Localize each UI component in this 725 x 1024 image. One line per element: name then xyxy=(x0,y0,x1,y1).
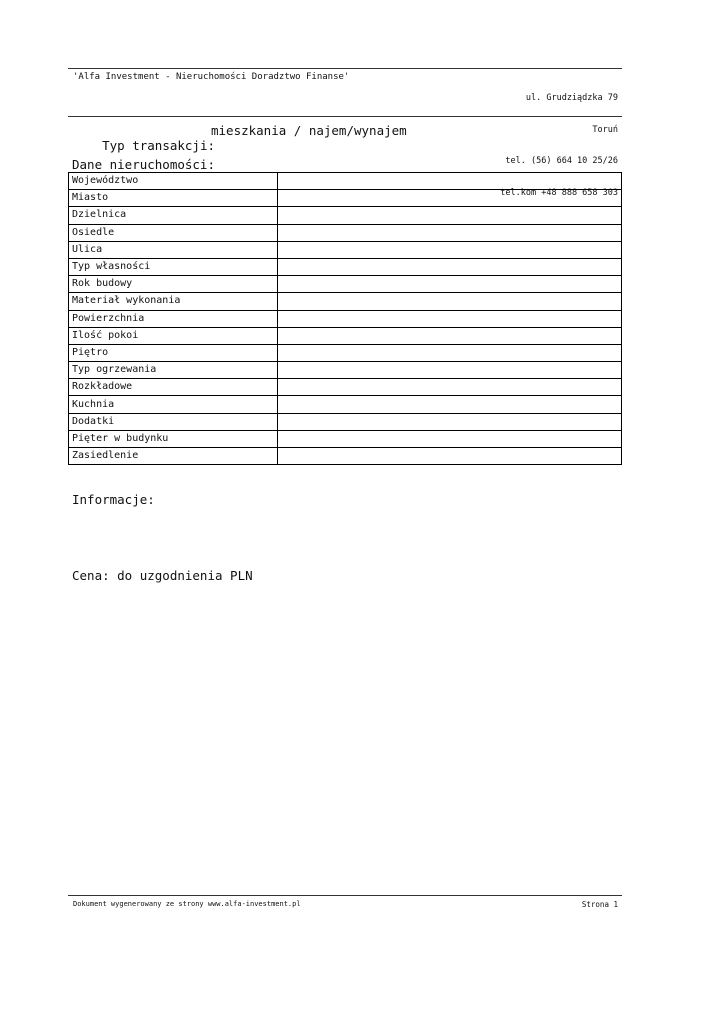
property-label: Rozkładowe xyxy=(69,379,278,396)
table-row xyxy=(69,224,622,241)
property-label: Zasiedlenie xyxy=(69,448,278,465)
property-label: Rok budowy xyxy=(69,276,278,293)
property-value xyxy=(278,224,622,241)
property-label: Ilość pokoi xyxy=(69,327,278,344)
table-row xyxy=(69,190,622,207)
property-label: Dodatki xyxy=(69,413,278,430)
address-city: Toruń xyxy=(592,124,618,135)
property-label: Piętro xyxy=(69,344,278,361)
table-row xyxy=(69,310,622,327)
property-label: Miasto xyxy=(69,190,278,207)
property-label: Typ własności xyxy=(69,258,278,275)
property-value xyxy=(278,310,622,327)
property-value xyxy=(278,258,622,275)
table-row xyxy=(69,379,622,396)
property-value xyxy=(278,327,622,344)
table-row xyxy=(69,327,622,344)
table-row xyxy=(69,241,622,258)
table-row xyxy=(69,396,622,413)
company-name: 'Alfa Investment - Nieruchomości Doradztwo Finanse' xyxy=(73,72,350,82)
property-value xyxy=(278,173,622,190)
property-value xyxy=(278,430,622,447)
property-value xyxy=(278,276,622,293)
transaction-type-label: Typ transakcji: xyxy=(102,138,215,153)
info-heading: Informacje: xyxy=(72,492,155,507)
address-phone: tel. (56) 664 10 25/26 xyxy=(505,156,618,166)
property-value xyxy=(278,207,622,224)
price-text: Cena: do uzgodnienia PLN xyxy=(72,568,253,583)
property-table xyxy=(68,172,622,465)
footer-page-number: Strona 1 xyxy=(581,900,618,909)
property-value xyxy=(278,396,622,413)
property-value xyxy=(278,379,622,396)
table-row xyxy=(69,258,622,275)
table-row xyxy=(69,207,622,224)
property-label: Typ ogrzewania xyxy=(69,362,278,379)
table-row xyxy=(69,430,622,447)
property-value xyxy=(278,362,622,379)
address-street: ul. Grudziądzka 79 xyxy=(525,93,618,103)
table-row xyxy=(69,362,622,379)
property-heading: Dane nieruchomości: xyxy=(72,157,215,172)
property-label: Powierzchnia xyxy=(69,310,278,327)
property-value xyxy=(278,187,622,207)
header-bottom-rule xyxy=(68,116,622,117)
footer-source: Dokument wygenerowany ze strony www.alfa-investment.pl xyxy=(73,900,301,908)
table-row xyxy=(69,293,622,310)
table-row xyxy=(69,173,622,190)
address-mobile: tel.kom +48 888 658 303 xyxy=(500,187,618,198)
property-value xyxy=(278,448,622,465)
property-label: Województwo xyxy=(69,173,278,190)
property-label: Pięter w budynku xyxy=(69,430,278,447)
property-value xyxy=(278,241,622,258)
property-value xyxy=(278,293,622,310)
property-label: Materiał wykonania xyxy=(69,293,278,310)
property-label: Osiedle xyxy=(69,224,278,241)
table-row xyxy=(69,448,622,465)
transaction-type-value: mieszkania / najem/wynajem xyxy=(211,123,407,138)
table-row xyxy=(69,276,622,293)
property-label: Dzielnica xyxy=(69,207,278,224)
table-row xyxy=(69,344,622,361)
property-value xyxy=(278,413,622,430)
table-row xyxy=(69,413,622,430)
footer-rule xyxy=(68,895,622,896)
property-value xyxy=(278,344,622,361)
header-top-rule xyxy=(68,68,622,69)
property-label: Ulica xyxy=(69,241,278,258)
property-label: Kuchnia xyxy=(69,396,278,413)
